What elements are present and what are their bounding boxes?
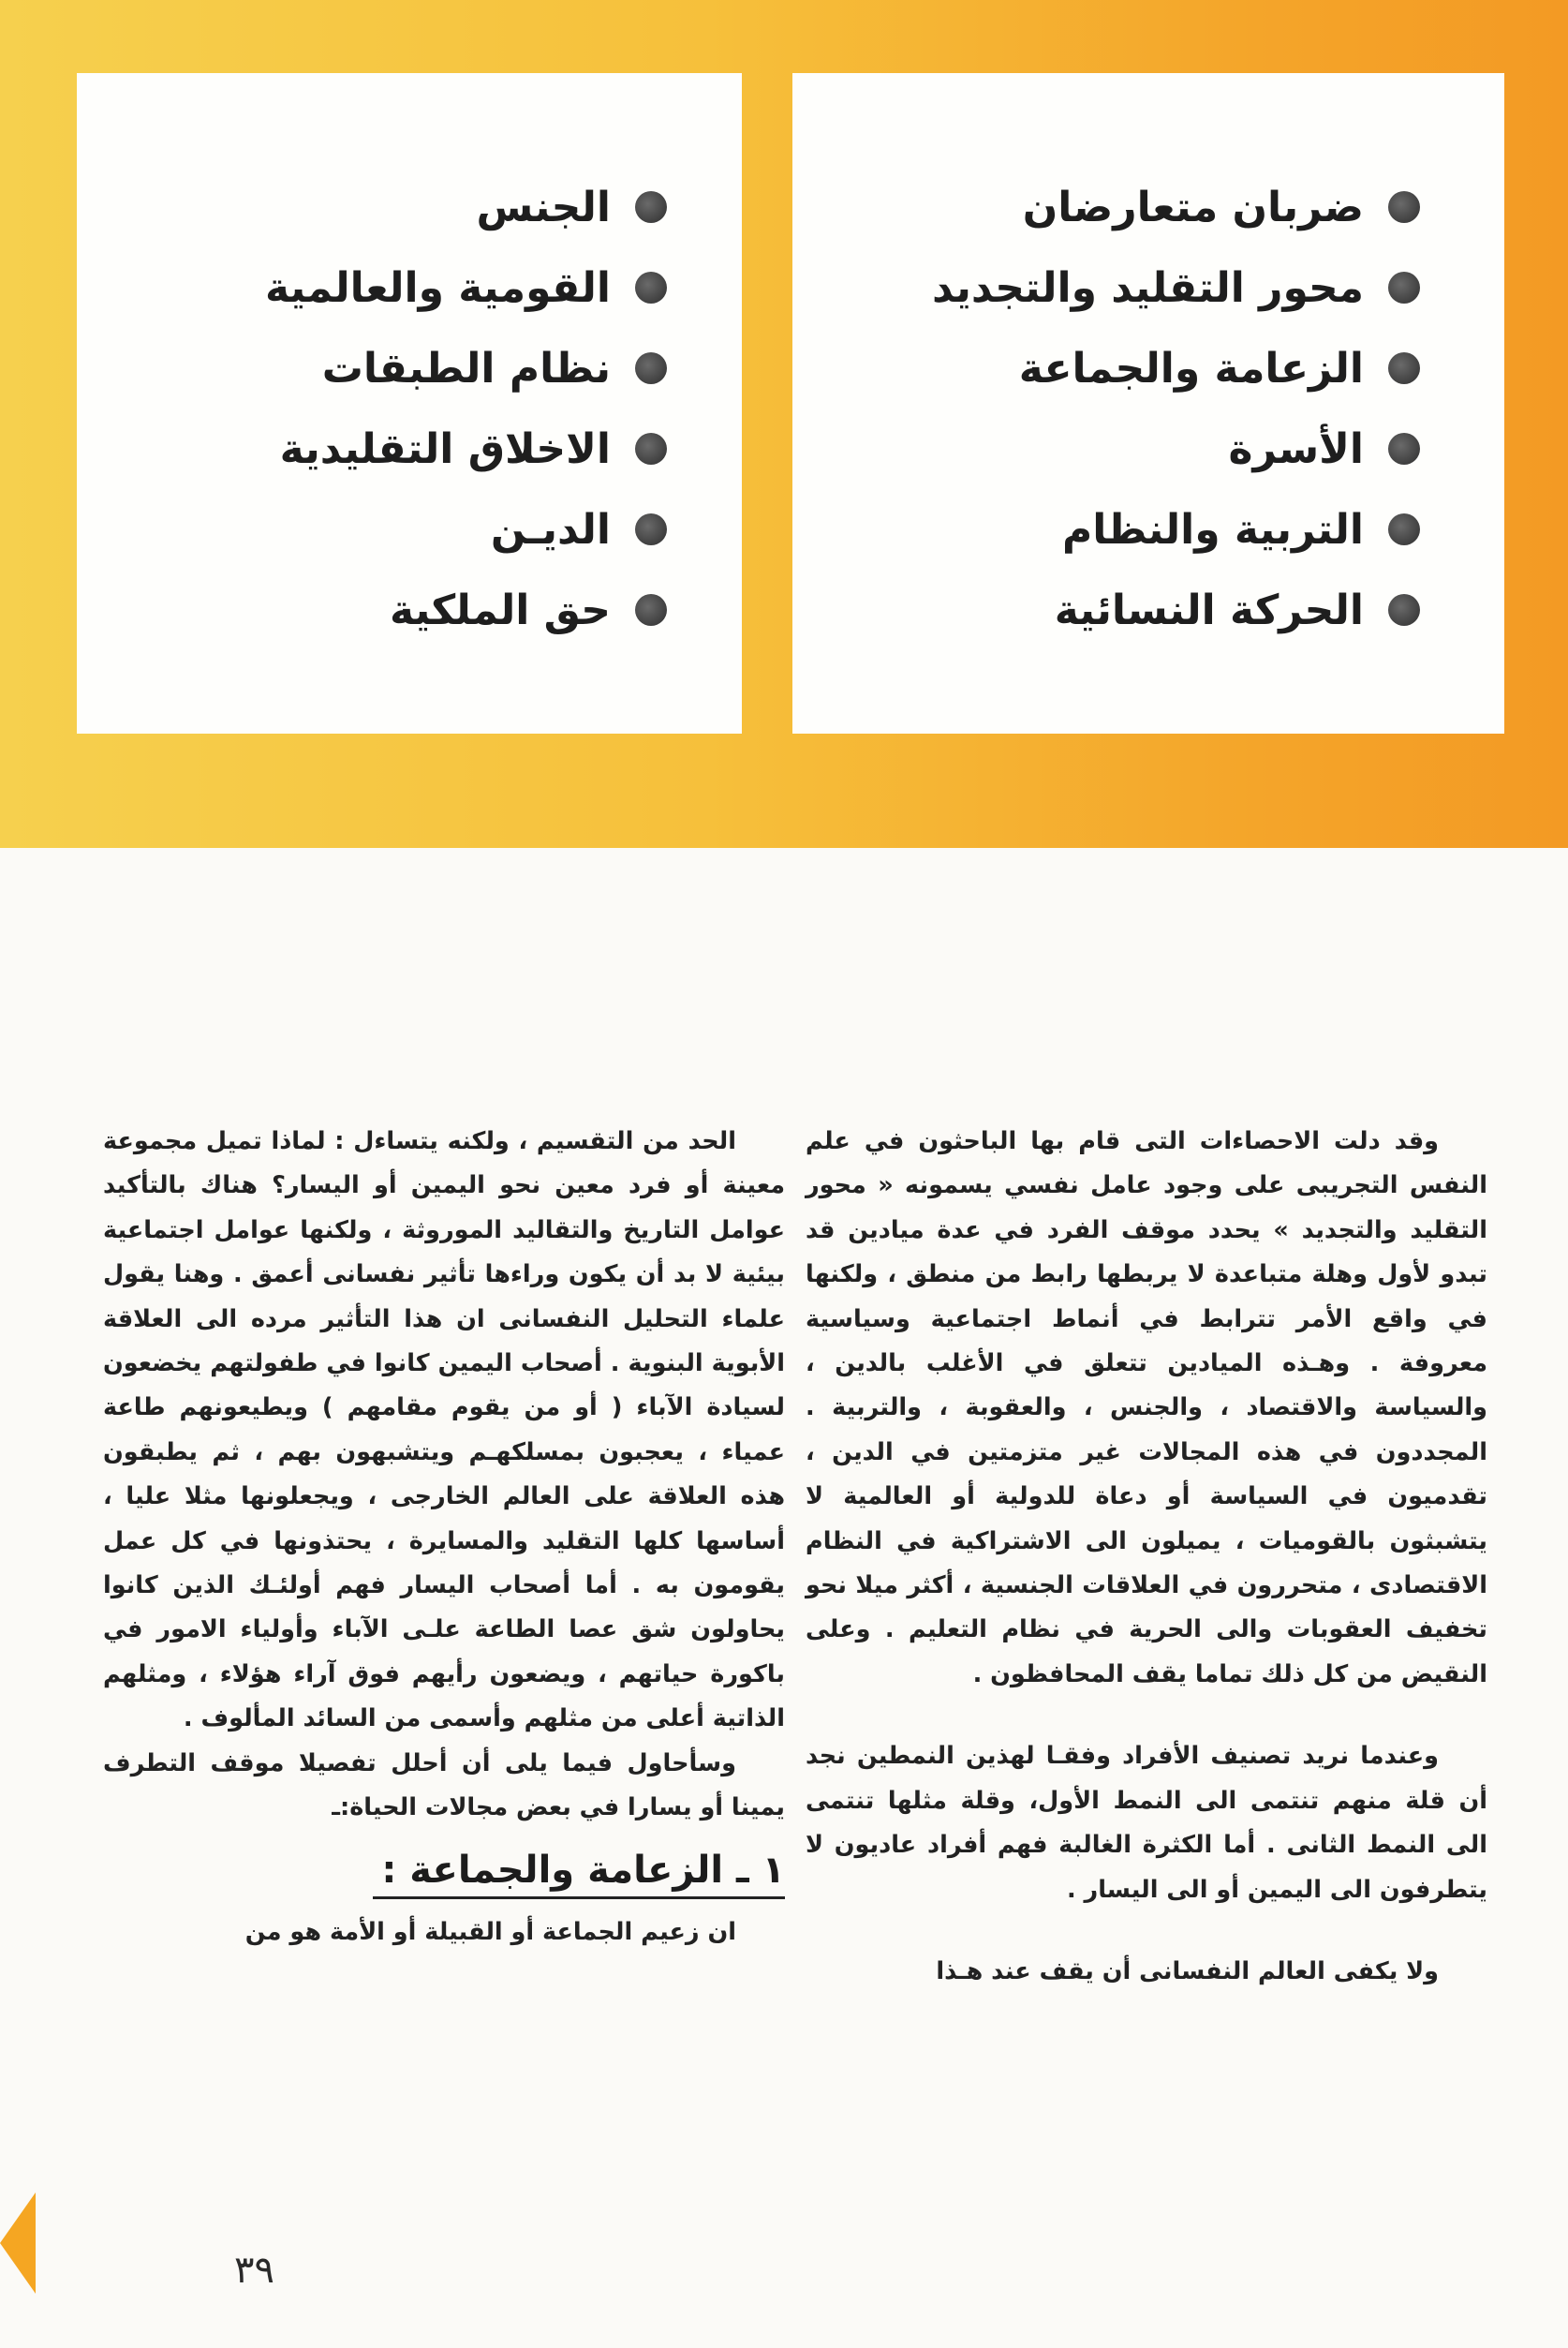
topic-item: محور التقليد والتجديد: [792, 247, 1420, 328]
topic-item: التربية والنظام: [792, 489, 1420, 570]
topic-item: الجنس: [77, 167, 667, 247]
topic-item: الحركة النسائية: [792, 570, 1420, 650]
bullet-dot-icon: [635, 513, 667, 545]
topic-item: الديـن: [77, 489, 667, 570]
paragraph: وسأحاول فيما يلى أن أحلل تفصيلا موقف التطرف يمينا أو يسارا في بعض مجالات الحياة:ـ: [103, 1748, 785, 1822]
article-column-left: [103, 1120, 785, 1954]
bullet-dot-icon: [635, 272, 667, 304]
bullet-dot-icon: [1388, 594, 1420, 626]
topic-item: الزعامة والجماعة: [792, 328, 1420, 409]
paragraph: الحد من التقسيم ، ولكنه يتساءل : لماذا تميل مجموعة معينة أو فرد معين نحو اليمين أو اليسار؟ هناك بالتأكيد عوامل التاريخ والتقاليد الموروثة ، ولكنها عوامل اجتماعية بيئية لا بد أن يكون وراءها تأثير نفسانى أعمق . وهنا يقول علماء التحليل النفسانى ان هذا التأثير مرده الى العلاقة الأبوية البنوية . أصحاب اليمين كانوا في طفولتهم يخضعون لسيادة الآباء ( أو من يقوم مقامهم ) ويطيعونهم طاعة عمياء ، يعجبون بمسلكهـم ويتشبهون بهم ، ثم يطبقون هذه العلاقة على العالم الخارجى ، ويجعلونها مثلا عليا ، أساسها كلها التقليد والمسايرة ، يحتذونها في كل عمل يقومون به . أما أصحاب اليسار فهم أولئـك الذين كانوا يحاولون شق عصا الطاعة علـى الآباء وأولياء الامور في باكورة حياتهم ، ويضعون رأيهم فوق آراء هؤلاء ، ومثلهم الذاتية أعلى من مثلهم وأسمى من السائد المألوف .: [103, 1127, 785, 1733]
topics-panel-left: [77, 73, 742, 734]
topic-item: الاخلاق التقليدية: [77, 409, 667, 489]
bullet-dot-icon: [1388, 191, 1420, 223]
topic-item: القومية والعالمية: [77, 247, 667, 328]
topics-panel-right: [792, 73, 1504, 734]
paragraph: وعندما نريد تصنيف الأفراد وفقـا لهذين النمطين نجد أن قلة منهم تنتمى الى النمط الأول، وقلة مثلها تنتمى الى النمط الثانى . أما الكثرة الغالبة فهم أفراد عاديون لا يتطرفون الى اليمين أو الى اليسار .: [806, 1742, 1487, 1904]
article-column-right: [806, 1120, 1487, 1994]
paragraph: وقد دلت الاحصاءات التى قام بها الباحثون في علم النفس التجريبى على وجود عامل نفسي يسمونه « محور التقليد والتجديد » يحدد موقف الفرد في عدة ميادين قد تبدو لأول وهلة متباعدة لا يربطها رابط من منطق ، ولكنها في واقع الأمر تترابط في أنماط اجتماعية وسياسية معروفة . وهـذه الميادين تتعلق في الأغلب بالدين ، والسياسة والاقتصاد ، والجنس ، والعقوبة ، والتربية . المجددون في هذه المجالات غير متزمتين في الدين ، تقدميون في السياسة أو دعاة للدولية أو العالمية لا يتشبثون بالقوميات ، يميلون الى الاشتراكية في النظام الاقتصادى ، متحررون في العلاقات الجنسية ، أكثر ميلا نحو تخفيف العقوبات والى الحرية في نظام التعليم . وعلى النقيض من كل ذلك تماما يقف المحافظون .: [806, 1127, 1487, 1688]
bullet-dot-icon: [1388, 513, 1420, 545]
topic-item: الأسرة: [792, 409, 1420, 489]
paragraph: ولا يكفى العالم النفسانى أن يقف عند هـذا: [936, 1956, 1439, 1985]
bullet-dot-icon: [1388, 272, 1420, 304]
bullet-dot-icon: [1388, 352, 1420, 384]
section-heading: ١ ـ الزعامة والجماعة :: [381, 1848, 785, 1892]
page-tab-triangle-icon: [0, 2192, 36, 2294]
topic-item: حق الملكية: [77, 570, 667, 650]
bullet-dot-icon: [1388, 433, 1420, 465]
topic-item: نظام الطبقات: [77, 328, 667, 409]
bullet-dot-icon: [635, 594, 667, 626]
heading-underline: [373, 1896, 785, 1899]
bullet-dot-icon: [635, 433, 667, 465]
bullet-dot-icon: [635, 191, 667, 223]
paragraph: ان زعيم الجماعة أو القبيلة أو الأمة هو من: [244, 1917, 736, 1946]
page-number: ٣٩: [234, 2249, 274, 2292]
topic-item: ضربان متعارضان: [792, 167, 1420, 247]
bullet-dot-icon: [635, 352, 667, 384]
